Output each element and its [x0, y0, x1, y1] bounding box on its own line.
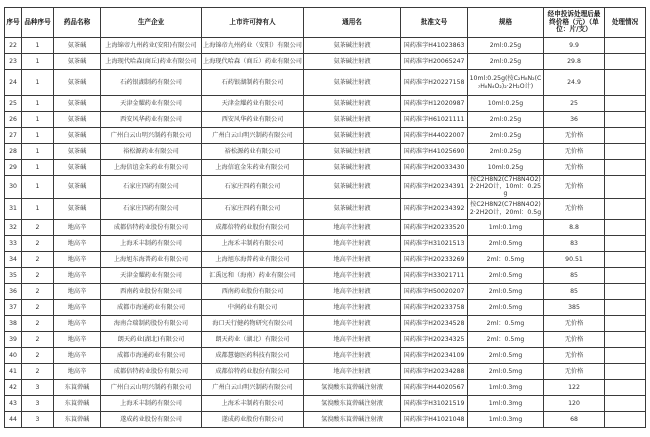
drug-name-cell: 地高辛 — [54, 267, 101, 283]
generic-name-cell: 氨茶碱注射液 — [304, 128, 401, 144]
approval-no-cell: 国药准字H12020987 — [401, 96, 468, 112]
final-price-cell: 85 — [544, 267, 605, 283]
status-cell — [605, 235, 646, 251]
drug-price-table — [4, 7, 646, 428]
spec-cell: 2ml:0.5mg — [468, 267, 544, 283]
approval-no-cell: 国药准字H20065247 — [401, 54, 468, 70]
header-final-price: 经申投诉处理后最终价格（元）（单位：片/支） — [544, 8, 605, 38]
status-cell — [605, 411, 646, 427]
approval-no-cell: 国药准字H41023863 — [401, 38, 468, 54]
variety-no-cell: 1 — [22, 128, 54, 144]
table-row — [5, 219, 646, 235]
license-holder-cell: 成都倍特药业股份有限公司 — [202, 219, 304, 235]
manufacturer-cell: 成都市海通药业有限公司 — [101, 299, 202, 315]
variety-no-cell: 2 — [22, 251, 54, 267]
drug-name-cell: 氨茶碱 — [54, 54, 101, 70]
generic-name-cell: 地高辛注射液 — [304, 283, 401, 299]
drug-name-cell: 氨茶碱 — [54, 144, 101, 160]
generic-name-cell: 地高辛注射液 — [304, 315, 401, 331]
variety-no-cell: 1 — [22, 198, 54, 219]
row-no-cell: 39 — [5, 331, 22, 347]
drug-name-cell: 氨茶碱 — [54, 96, 101, 112]
approval-no-cell: 国药准字H20227158 — [401, 70, 468, 96]
drug-name-cell: 氨茶碱 — [54, 38, 101, 54]
status-cell — [605, 331, 646, 347]
header-variety-no: 品种序号 — [22, 8, 54, 38]
drug-name-cell: 地高辛 — [54, 315, 101, 331]
generic-name-cell: 氨茶碱注射液 — [304, 54, 401, 70]
drug-name-cell: 氨茶碱 — [54, 128, 101, 144]
generic-name-cell: 地高辛注射液 — [304, 251, 401, 267]
status-cell — [605, 160, 646, 176]
drug-name-cell: 氨茶碱 — [54, 70, 101, 96]
manufacturer-cell: 天津金耀药业有限公司 — [101, 96, 202, 112]
generic-name-cell: 地高辛注射液 — [304, 235, 401, 251]
row-no-cell: 25 — [5, 96, 22, 112]
status-cell — [605, 267, 646, 283]
manufacturer-cell: 上海禾丰制药有限公司 — [101, 395, 202, 411]
spec-cell: 2ml：0.5mg — [468, 315, 544, 331]
row-no-cell: 42 — [5, 379, 22, 395]
manufacturer-cell: 上海锦帝九州药业(安阳)有限公司 — [101, 38, 202, 54]
status-cell — [605, 283, 646, 299]
approval-no-cell: 国药准字H33021711 — [401, 267, 468, 283]
table-row — [5, 395, 646, 411]
row-no-cell: 33 — [5, 235, 22, 251]
final-price-cell: 120 — [544, 395, 605, 411]
final-price-cell: 24.9 — [544, 70, 605, 96]
row-no-cell: 22 — [5, 38, 22, 54]
generic-name-cell: 地高辛注射液 — [304, 347, 401, 363]
row-no-cell: 38 — [5, 315, 22, 331]
table-header-row — [5, 8, 646, 38]
license-holder-cell: 汇禹远和（海南）药业有限公司 — [202, 267, 304, 283]
manufacturer-cell: 西安风华药业有限公司 — [101, 112, 202, 128]
drug-name-cell: 氨茶碱 — [54, 198, 101, 219]
variety-no-cell: 1 — [22, 160, 54, 176]
table-row — [5, 198, 646, 219]
table-row — [5, 283, 646, 299]
generic-name-cell: 氨茶碱注射液 — [304, 176, 401, 199]
generic-name-cell: 地高辛注射液 — [304, 267, 401, 283]
row-no-cell: 30 — [5, 176, 22, 199]
status-cell — [605, 315, 646, 331]
license-holder-cell: 石家庄四药有限公司 — [202, 176, 304, 199]
variety-no-cell: 1 — [22, 176, 54, 199]
drug-name-cell: 地高辛 — [54, 219, 101, 235]
generic-name-cell: 氨茶碱注射液 — [304, 144, 401, 160]
license-holder-cell: 天津金耀药业有限公司 — [202, 96, 304, 112]
final-price-cell: 25 — [544, 96, 605, 112]
drug-name-cell: 东莨菪碱 — [54, 411, 101, 427]
license-holder-cell: 上海禾丰制药有限公司 — [202, 395, 304, 411]
drug-name-cell: 东莨菪碱 — [54, 395, 101, 411]
status-cell — [605, 128, 646, 144]
spec-cell: 2ml:0.25g — [468, 38, 544, 54]
drug-name-cell: 地高辛 — [54, 347, 101, 363]
generic-name-cell: 氨茶碱注射液 — [304, 96, 401, 112]
variety-no-cell: 2 — [22, 315, 54, 331]
manufacturer-cell: 成都倍特药业股份有限公司 — [101, 219, 202, 235]
license-holder-cell: 广州白云山明兴制药有限公司 — [202, 128, 304, 144]
header-approval-no: 批准文号 — [401, 8, 468, 38]
status-cell — [605, 219, 646, 235]
variety-no-cell: 2 — [22, 267, 54, 283]
variety-no-cell: 1 — [22, 96, 54, 112]
header-manufacturer: 生产企业 — [101, 8, 202, 38]
variety-no-cell: 3 — [22, 395, 54, 411]
manufacturer-cell: 成都倍特药业股份有限公司 — [101, 363, 202, 379]
license-holder-cell: 西南药业股份有限公司 — [202, 283, 304, 299]
license-holder-cell: 上海现代哈森（商丘）药业有限公司 — [202, 54, 304, 70]
manufacturer-cell: 石药银湖制药有限公司 — [101, 70, 202, 96]
spec-cell: 2ml：0.5mg — [468, 251, 544, 267]
spec-cell: 10ml:0.25g — [468, 160, 544, 176]
status-cell — [605, 395, 646, 411]
status-cell — [605, 112, 646, 128]
table-row — [5, 411, 646, 427]
approval-no-cell: 国药准字H61021111 — [401, 112, 468, 128]
final-price-cell: 无价格 — [544, 347, 605, 363]
generic-name-cell: 氨茶碱注射液 — [304, 160, 401, 176]
variety-no-cell: 2 — [22, 283, 54, 299]
approval-no-cell: 国药准字H31021519 — [401, 395, 468, 411]
final-price-cell: 83 — [544, 235, 605, 251]
spec-cell: 1ml:0.3mg — [468, 379, 544, 395]
manufacturer-cell: 上海信谊金朱药业有限公司 — [101, 160, 202, 176]
header-generic-name: 通用名 — [304, 8, 401, 38]
approval-no-cell: 国药准字H50020207 — [401, 283, 468, 299]
spec-cell: 10ml:0.25g(按C₂H₈N₂(C₇H₈N₄O₂)₂·2H₂O计) — [468, 70, 544, 96]
final-price-cell: 无价格 — [544, 176, 605, 199]
row-no-cell: 23 — [5, 54, 22, 70]
variety-no-cell: 2 — [22, 347, 54, 363]
approval-no-cell: 国药准字H20233758 — [401, 299, 468, 315]
row-no-cell: 36 — [5, 283, 22, 299]
status-cell — [605, 363, 646, 379]
approval-no-cell: 国药准字H20233520 — [401, 219, 468, 235]
final-price-cell: 无价格 — [544, 128, 605, 144]
status-cell — [605, 54, 646, 70]
status-cell — [605, 198, 646, 219]
table-row — [5, 160, 646, 176]
spec-cell: 2ml：0.5mg — [468, 331, 544, 347]
header-no: 序号 — [5, 8, 22, 38]
final-price-cell: 122 — [544, 379, 605, 395]
row-no-cell: 41 — [5, 363, 22, 379]
manufacturer-cell: 海南合瑞制药股份有限公司 — [101, 315, 202, 331]
manufacturer-cell: 裕松源药业有限公司 — [101, 144, 202, 160]
license-holder-cell: 海口天行健药物研究有限公司 — [202, 315, 304, 331]
license-holder-cell: 中润药业有限公司 — [202, 299, 304, 315]
approval-no-cell: 国药准字H31021513 — [401, 235, 468, 251]
approval-no-cell: 国药准字H20234391 — [401, 176, 468, 199]
table-row — [5, 112, 646, 128]
final-price-cell: 29.8 — [544, 54, 605, 70]
header-license-holder: 上市许可持有人 — [202, 8, 304, 38]
generic-name-cell: 氨茶碱注射液 — [304, 38, 401, 54]
approval-no-cell: 国药准字H44022007 — [401, 128, 468, 144]
approval-no-cell: 国药准字H41025690 — [401, 144, 468, 160]
final-price-cell: 9.9 — [544, 38, 605, 54]
drug-name-cell: 地高辛 — [54, 363, 101, 379]
license-holder-cell: 成都慧德医药科技有限公司 — [202, 347, 304, 363]
license-holder-cell: 遂成药业股份有限公司 — [202, 411, 304, 427]
table-row — [5, 38, 646, 54]
variety-no-cell: 2 — [22, 235, 54, 251]
license-holder-cell: 上海禾丰制药有限公司 — [202, 235, 304, 251]
spec-cell: 1ml:0.3mg — [468, 395, 544, 411]
table-row — [5, 347, 646, 363]
status-cell — [605, 70, 646, 96]
manufacturer-cell: 成都市海通药业有限公司 — [101, 347, 202, 363]
spec-cell: 1ml:0.1mg — [468, 219, 544, 235]
manufacturer-cell: 广州白云山明兴制药有限公司 — [101, 128, 202, 144]
generic-name-cell: 氢溴酸东莨菪碱注射液 — [304, 395, 401, 411]
generic-name-cell: 氨茶碱注射液 — [304, 70, 401, 96]
license-holder-cell: 广州白云山明兴制药有限公司 — [202, 379, 304, 395]
spec-cell: 10ml:0.25g — [468, 96, 544, 112]
spec-cell: 2ml:0.5mg — [468, 235, 544, 251]
manufacturer-cell: 石家庄四药有限公司 — [101, 198, 202, 219]
license-holder-cell: 上海旭东海普药业有限公司 — [202, 251, 304, 267]
status-cell — [605, 176, 646, 199]
table-row — [5, 363, 646, 379]
drug-name-cell: 地高辛 — [54, 235, 101, 251]
row-no-cell: 37 — [5, 299, 22, 315]
table-row — [5, 128, 646, 144]
manufacturer-cell: 上海现代哈森(商丘)药业有限公司 — [101, 54, 202, 70]
drug-name-cell: 地高辛 — [54, 251, 101, 267]
approval-no-cell: 国药准字H41021048 — [401, 411, 468, 427]
final-price-cell: 无价格 — [544, 160, 605, 176]
status-cell — [605, 144, 646, 160]
row-no-cell: 32 — [5, 219, 22, 235]
table-row — [5, 299, 646, 315]
generic-name-cell: 氢溴酸东莨菪碱注射液 — [304, 379, 401, 395]
final-price-cell: 无价格 — [544, 315, 605, 331]
status-cell — [605, 251, 646, 267]
drug-name-cell: 氨茶碱 — [54, 160, 101, 176]
approval-no-cell: 国药准字H20234325 — [401, 331, 468, 347]
variety-no-cell: 2 — [22, 363, 54, 379]
license-holder-cell: 裕松源药业有限公司 — [202, 144, 304, 160]
spec-cell: 2ml:0.5mg — [468, 283, 544, 299]
drug-name-cell: 氨茶碱 — [54, 112, 101, 128]
manufacturer-cell: 朗天药业(湖北)有限公司 — [101, 331, 202, 347]
drug-name-cell: 地高辛 — [54, 331, 101, 347]
manufacturer-cell: 上海旭东海普药业有限公司 — [101, 251, 202, 267]
row-no-cell: 34 — [5, 251, 22, 267]
header-spec: 规格 — [468, 8, 544, 38]
approval-no-cell: 国药准字H20033430 — [401, 160, 468, 176]
table-row — [5, 267, 646, 283]
license-holder-cell: 上海信谊金朱药业有限公司 — [202, 160, 304, 176]
spec-cell: 2ml:0.5mg — [468, 347, 544, 363]
spec-cell: 按C2H8N2(C7H8N4O2)2·2H2O计，20ml：0.5g — [468, 198, 544, 219]
manufacturer-cell: 上海禾丰制药有限公司 — [101, 235, 202, 251]
approval-no-cell: 国药准字H20234528 — [401, 315, 468, 331]
spec-cell: 2ml:0.25g — [468, 112, 544, 128]
spec-cell: 2ml:0.25g — [468, 128, 544, 144]
license-holder-cell: 西安风华药业有限公司 — [202, 112, 304, 128]
table-row — [5, 331, 646, 347]
variety-no-cell: 2 — [22, 219, 54, 235]
variety-no-cell: 1 — [22, 144, 54, 160]
generic-name-cell: 地高辛注射液 — [304, 331, 401, 347]
row-no-cell: 44 — [5, 411, 22, 427]
variety-no-cell: 2 — [22, 331, 54, 347]
variety-no-cell: 3 — [22, 379, 54, 395]
status-cell — [605, 38, 646, 54]
drug-name-cell: 地高辛 — [54, 283, 101, 299]
spec-cell: 2ml:0.5mg — [468, 363, 544, 379]
license-holder-cell: 上海锦帝九州药业（安阳）有限公司 — [202, 38, 304, 54]
table-row — [5, 251, 646, 267]
spec-cell: 1ml:0.3mg — [468, 411, 544, 427]
status-cell — [605, 379, 646, 395]
license-holder-cell: 石家庄四药有限公司 — [202, 198, 304, 219]
variety-no-cell: 1 — [22, 70, 54, 96]
row-no-cell: 24 — [5, 70, 22, 96]
manufacturer-cell: 遂成药业股份有限公司 — [101, 411, 202, 427]
row-no-cell: 29 — [5, 160, 22, 176]
license-holder-cell: 成都倍特药业股份有限公司 — [202, 363, 304, 379]
manufacturer-cell: 石家庄四药有限公司 — [101, 176, 202, 199]
spec-cell: 2ml:0.25g — [468, 54, 544, 70]
table-row — [5, 176, 646, 199]
status-cell — [605, 347, 646, 363]
final-price-cell: 385 — [544, 299, 605, 315]
final-price-cell: 无价格 — [544, 331, 605, 347]
variety-no-cell: 1 — [22, 112, 54, 128]
generic-name-cell: 氢溴酸东莨菪碱注射液 — [304, 411, 401, 427]
row-no-cell: 40 — [5, 347, 22, 363]
final-price-cell: 85 — [544, 283, 605, 299]
table-row — [5, 379, 646, 395]
status-cell — [605, 96, 646, 112]
spec-cell: 2ml:0.5mg — [468, 299, 544, 315]
variety-no-cell: 1 — [22, 38, 54, 54]
final-price-cell: 无价格 — [544, 144, 605, 160]
generic-name-cell: 氨茶碱注射液 — [304, 112, 401, 128]
final-price-cell: 8.8 — [544, 219, 605, 235]
manufacturer-cell: 广州白云山明兴制药有限公司 — [101, 379, 202, 395]
license-holder-cell: 朗天药业（湖北）有限公司 — [202, 331, 304, 347]
generic-name-cell: 地高辛注射液 — [304, 363, 401, 379]
table-row — [5, 54, 646, 70]
license-holder-cell: 石药银湖制药有限公司 — [202, 70, 304, 96]
drug-name-cell: 东莨菪碱 — [54, 379, 101, 395]
table-row — [5, 315, 646, 331]
approval-no-cell: 国药准字H44020567 — [401, 379, 468, 395]
table-row — [5, 96, 646, 112]
drug-name-cell: 地高辛 — [54, 299, 101, 315]
row-no-cell: 28 — [5, 144, 22, 160]
status-cell — [605, 299, 646, 315]
variety-no-cell: 1 — [22, 54, 54, 70]
row-no-cell: 43 — [5, 395, 22, 411]
approval-no-cell: 国药准字H20234392 — [401, 198, 468, 219]
row-no-cell: 31 — [5, 198, 22, 219]
generic-name-cell: 地高辛注射液 — [304, 299, 401, 315]
final-price-cell: 36 — [544, 112, 605, 128]
variety-no-cell: 2 — [22, 299, 54, 315]
final-price-cell: 90.51 — [544, 251, 605, 267]
header-drug-name: 药品名称 — [54, 8, 101, 38]
row-no-cell: 35 — [5, 267, 22, 283]
variety-no-cell: 3 — [22, 411, 54, 427]
table-row — [5, 70, 646, 96]
spec-cell: 2ml:0.25g — [468, 144, 544, 160]
approval-no-cell: 国药准字H20234288 — [401, 363, 468, 379]
approval-no-cell: 国药准字H20234109 — [401, 347, 468, 363]
manufacturer-cell: 天津金耀药业有限公司 — [101, 267, 202, 283]
row-no-cell: 27 — [5, 128, 22, 144]
header-status: 处理情况 — [605, 8, 646, 38]
generic-name-cell: 地高辛注射液 — [304, 219, 401, 235]
final-price-cell: 无价格 — [544, 363, 605, 379]
generic-name-cell: 氨茶碱注射液 — [304, 198, 401, 219]
manufacturer-cell: 西南药业股份有限公司 — [101, 283, 202, 299]
table-row — [5, 235, 646, 251]
final-price-cell: 68 — [544, 411, 605, 427]
final-price-cell: 无价格 — [544, 198, 605, 219]
table-row — [5, 144, 646, 160]
spec-cell: 按C2H8N2(C7H8N4O2)2·2H2O计，10ml：0.25g — [468, 176, 544, 199]
drug-name-cell: 氨茶碱 — [54, 176, 101, 199]
row-no-cell: 26 — [5, 112, 22, 128]
approval-no-cell: 国药准字H20233269 — [401, 251, 468, 267]
